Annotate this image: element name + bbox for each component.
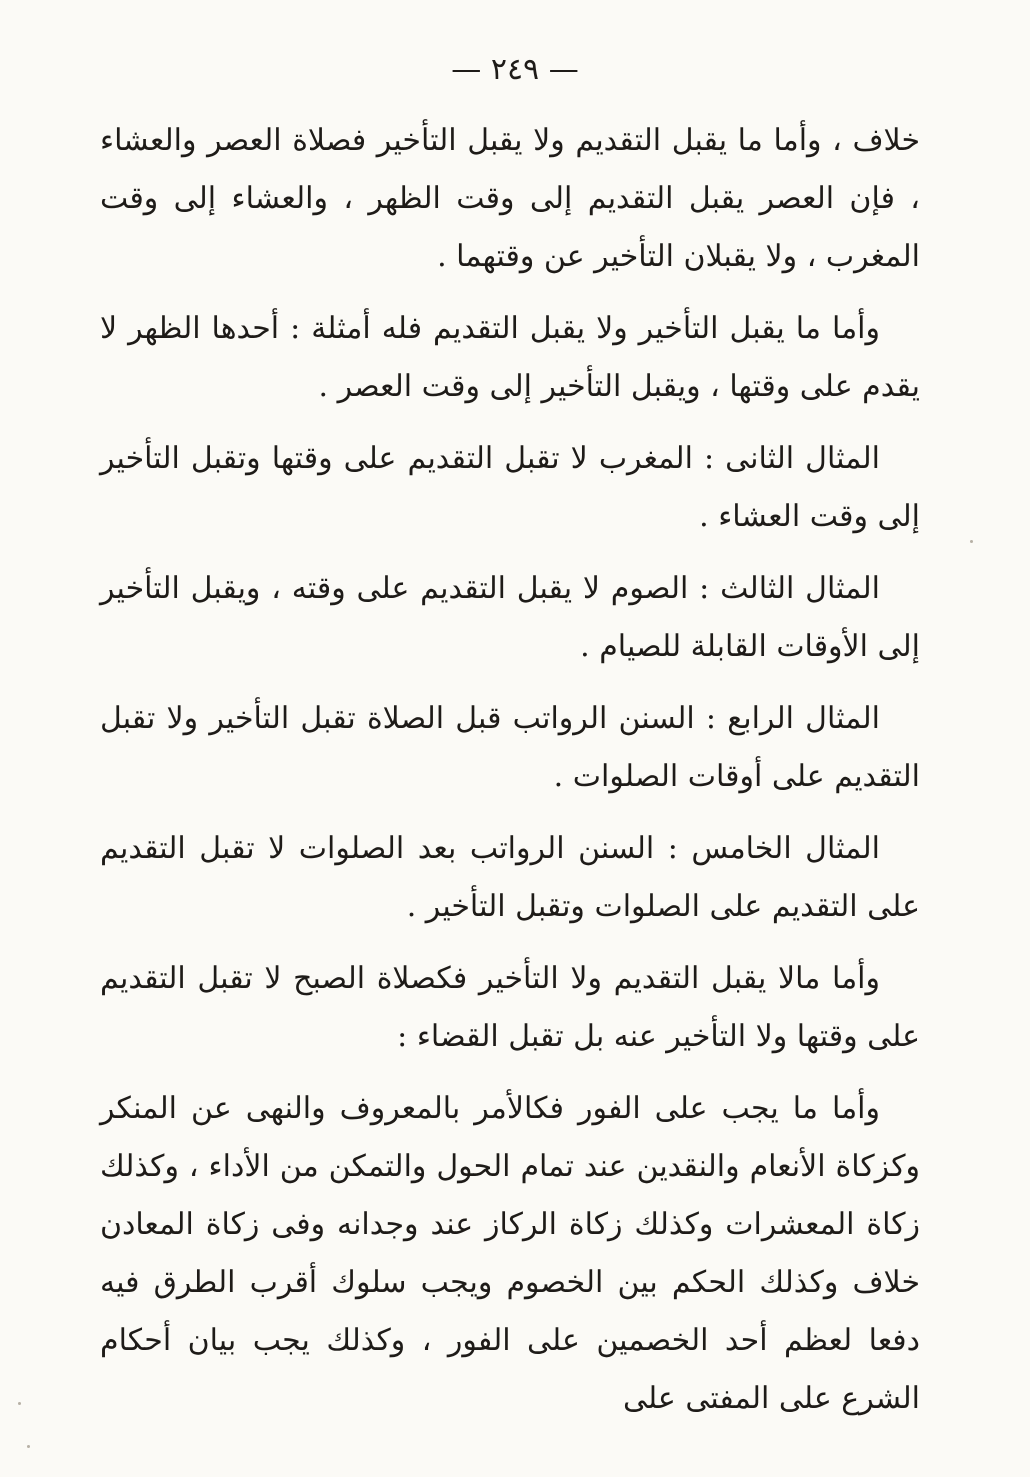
paper-speck — [18, 1402, 21, 1405]
paragraph-5: المثال الرابع : السنن الرواتب قبل الصلاة تقبل التأخير ولا تقبل التقديم على أوقات الصلوات . — [100, 701, 920, 794]
paragraph-7: وأما مالا يقبل التقديم ولا التأخير فكصلاة الصبح لا تقبل التقديم على وقتها ولا التأخير عنه بل تقبل القضاء : — [100, 961, 920, 1054]
paper-speck — [970, 540, 973, 543]
paragraph-2: وأما ما يقبل التأخير ولا يقبل التقديم فله أمثلة : أحدها الظهر لا يقدم على وقتها ، ويقبل التأخير إلى وقت العصر . — [100, 311, 920, 404]
paragraph-8: وأما ما يجب على الفور فكالأمر بالمعروف والنهى عن المنكر وكزكاة الأنعام والنقدين عند تمام الحول والتمكن من الأداء ، وكذلك زكاة المعشرات وكذلك زكاة الركاز عند وجدانه وفى زكاة المعادن خلاف وكذلك الحكم بين الخصوم ويجب سلوك أقرب الطرق فيه دفعا لعظم أحد الخصمين على الفور ، وكذلك يجب بيان أحكام الشرع على المفتى على — [100, 1091, 920, 1416]
paragraph-1: خلاف ، وأما ما يقبل التقديم ولا يقبل التأخير فصلاة العصر والعشاء ، فإن العصر يقبل التقديم إلى وقت الظهر ، والعشاء إلى وقت المغرب ، ولا يقبلان التأخير عن وقتهما . — [100, 123, 920, 274]
page-body — [100, 112, 920, 1428]
paragraph-3: المثال الثانى : المغرب لا تقبل التقديم على وقتها وتقبل التأخير إلى وقت العشاء . — [100, 441, 920, 534]
paragraph-4: المثال الثالث : الصوم لا يقبل التقديم على وقته ، ويقبل التأخير إلى الأوقات القابلة للصيام . — [100, 571, 920, 664]
paper-speck — [27, 1445, 30, 1448]
paragraph-6: المثال الخامس : السنن الرواتب بعد الصلوات لا تقبل التقديم على التقديم على الصلوات وتقبل التأخير . — [100, 831, 920, 924]
page-number: — ٢٤٩ — — [451, 52, 579, 87]
